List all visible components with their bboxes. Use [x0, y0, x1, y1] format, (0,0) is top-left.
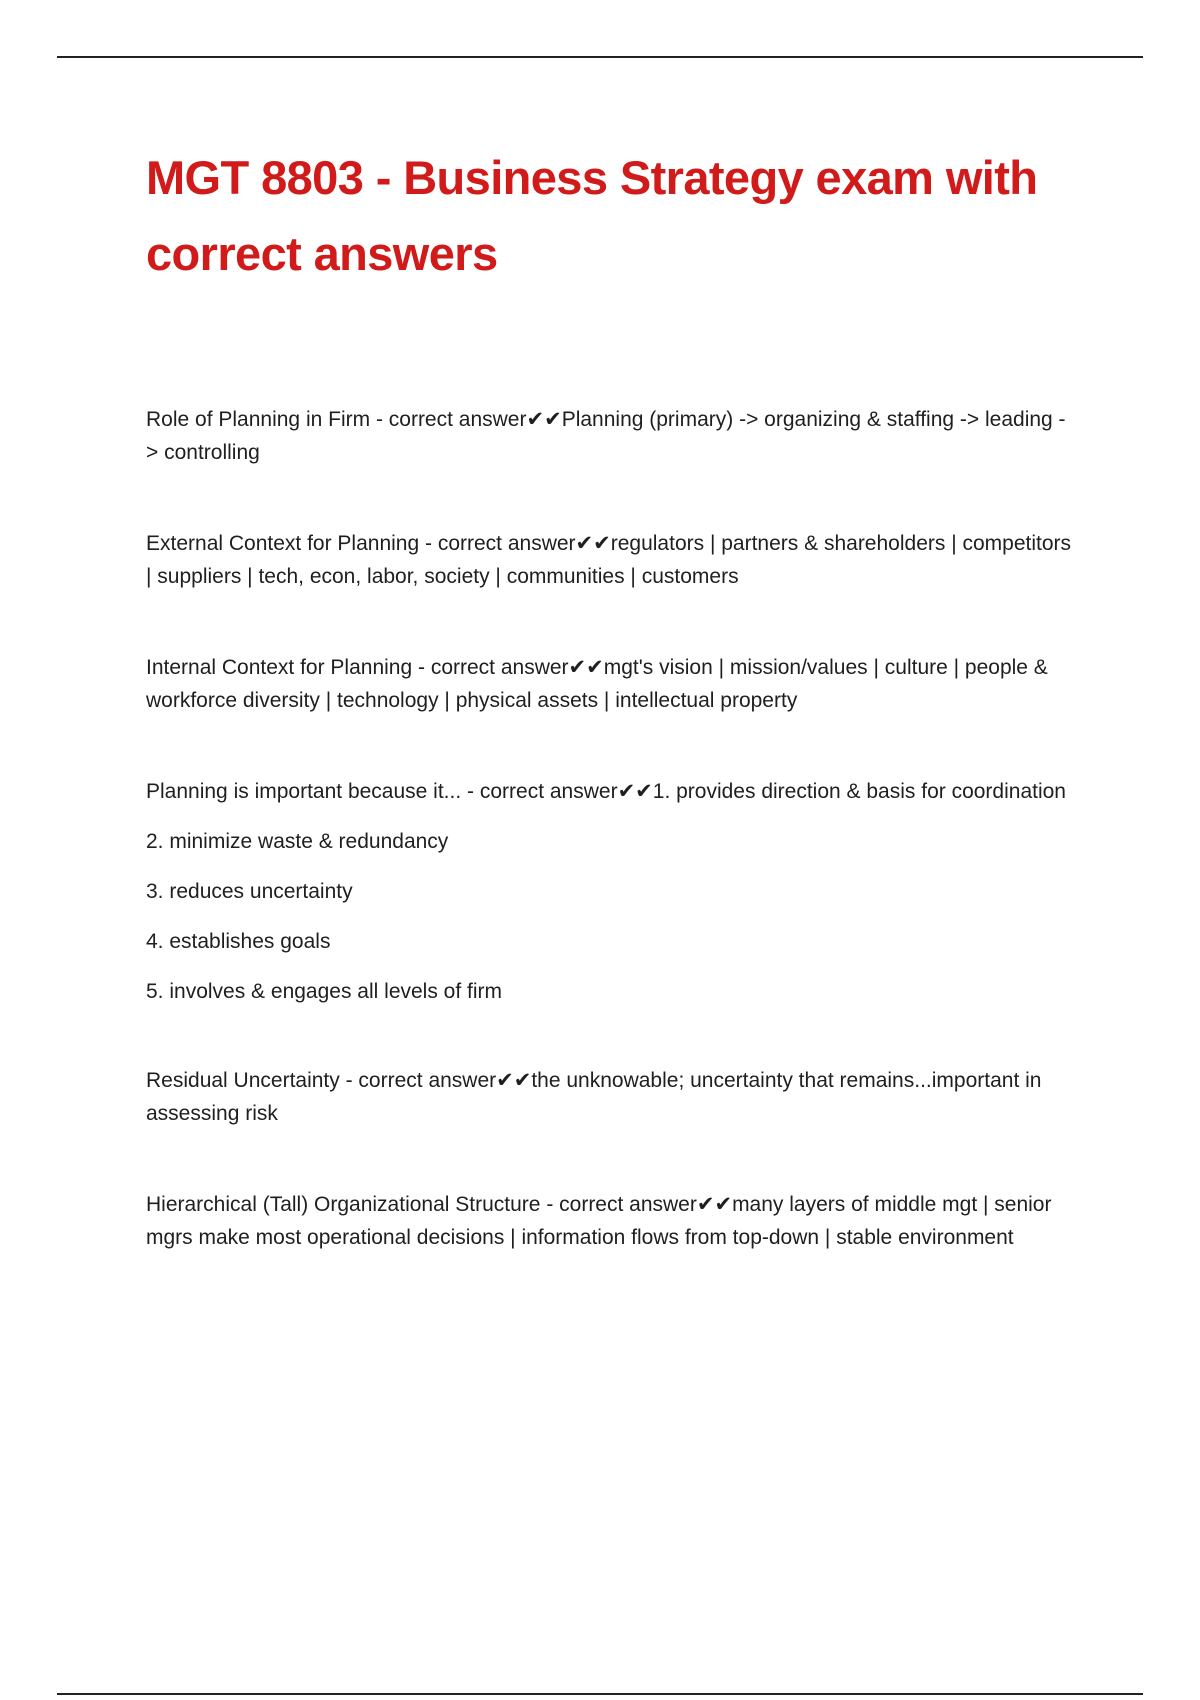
qa-entry: [146, 1064, 1076, 1130]
bottom-rule: [57, 1693, 1143, 1695]
answer-text: regulators | partners & shareholders | competitors | suppliers | tech, econ, labor, society | communities | customers: [146, 532, 1072, 588]
answer-separator: - correct answer: [540, 1193, 697, 1216]
qa-entry: [146, 403, 1076, 469]
question-term: Residual Uncertainty: [146, 1069, 340, 1092]
answer-separator: - correct answer: [412, 656, 569, 679]
document-title: MGT 8803 - Business Strategy exam with correct answers: [146, 151, 1038, 280]
document-body: [146, 140, 1076, 1254]
answer-text: Planning (primary) -> organizing & staffing -> leading -> controlling: [146, 408, 1066, 464]
checkmark-icon: ✔✔: [496, 1069, 532, 1092]
question-term: Hierarchical (Tall) Organizational Structure: [146, 1193, 541, 1216]
answer-text: the unknowable; uncertainty that remains...important in assessing risk: [146, 1069, 1042, 1125]
checkmark-icon: ✔✔: [617, 780, 653, 803]
answer-separator: - correct answer: [461, 780, 618, 803]
answer-list-item: 2. minimize waste & redundancy: [146, 830, 449, 853]
top-rule: [57, 56, 1143, 58]
answer-list-item: 4. establishes goals: [146, 930, 331, 953]
checkmark-icon: ✔✔: [696, 1193, 733, 1216]
qa-entry: [146, 775, 1076, 808]
answer-separator: - correct answer: [419, 532, 576, 555]
answer-text: mgt's vision | mission/values | culture | people & workforce diversity | technology | physical assets | intellectual property: [146, 656, 1048, 712]
qa-entry: [146, 527, 1076, 593]
answer-text: 1. provides direction & basis for coordination: [652, 780, 1066, 803]
answer-text: many layers of middle mgt | senior mgrs make most operational decisions | information flows from top-down | stable environment: [146, 1193, 1052, 1249]
answer-list-item: 5. involves & engages all levels of firm: [146, 980, 503, 1003]
answer-separator: - correct answer: [370, 408, 527, 431]
checkmark-icon: ✔✔: [568, 656, 604, 679]
question-term: Planning is important because it...: [146, 780, 462, 803]
checkmark-icon: ✔✔: [575, 532, 611, 555]
answer-list-item: 3. reduces uncertainty: [146, 880, 353, 903]
question-term: Role of Planning in Firm: [146, 408, 371, 431]
checkmark-icon: ✔✔: [526, 408, 562, 431]
question-term: External Context for Planning: [146, 532, 420, 555]
answer-separator: - correct answer: [339, 1069, 497, 1092]
question-term: Internal Context for Planning: [146, 656, 413, 679]
qa-entry: [146, 651, 1076, 717]
qa-entry: [146, 1188, 1076, 1254]
